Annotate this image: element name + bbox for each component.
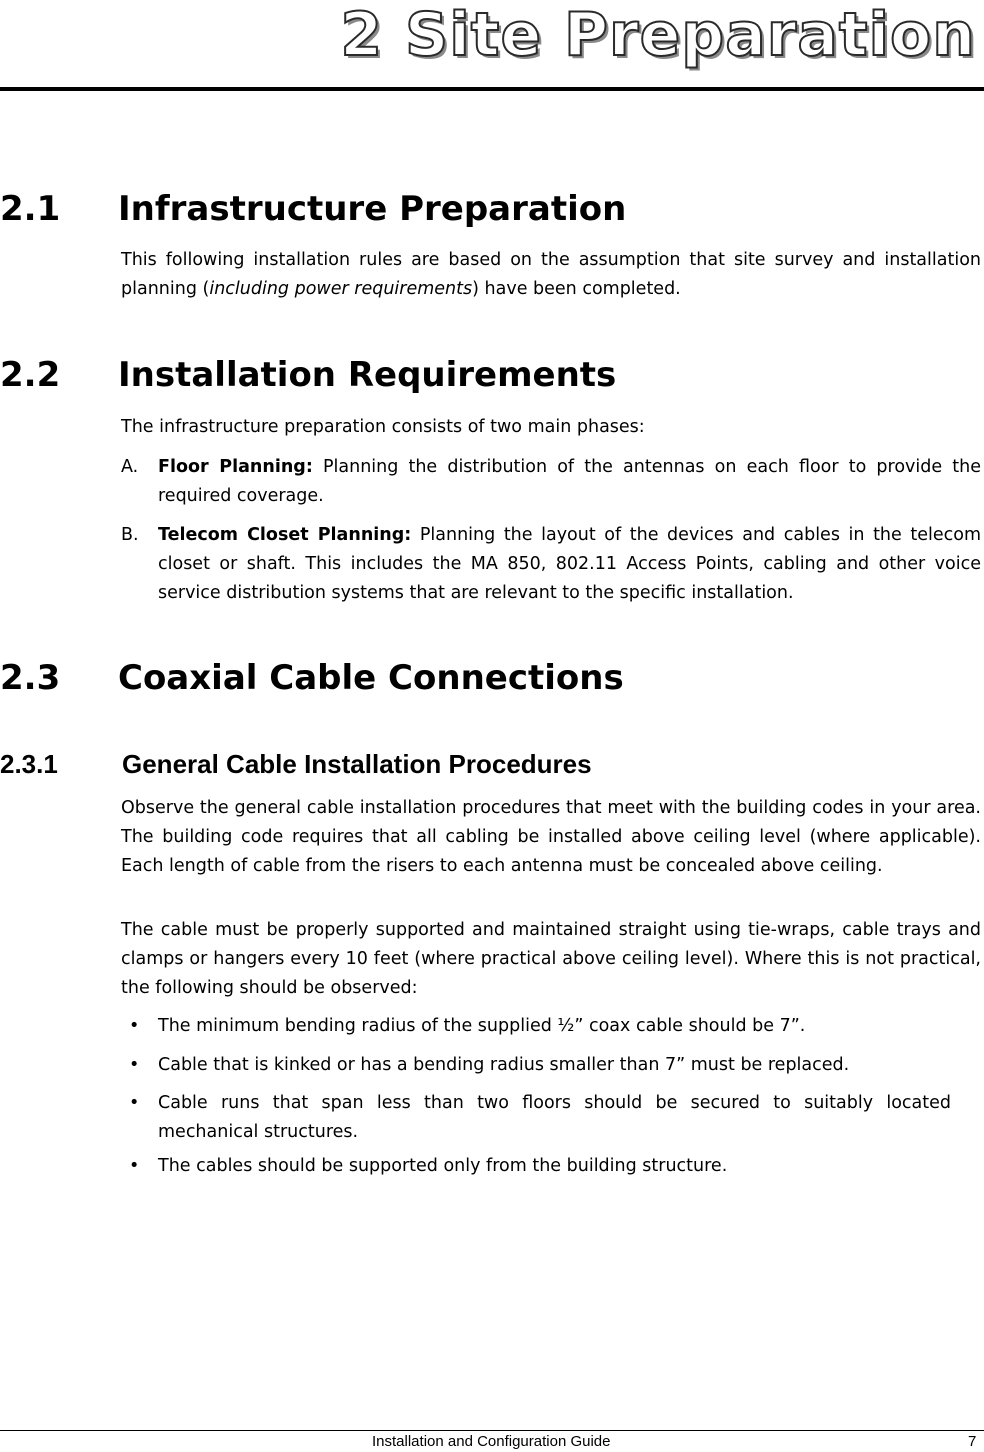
bullet-symbol: • <box>129 1156 140 1176</box>
requirements-intro: The infrastructure preparation consists of two main phases: <box>121 417 645 437</box>
paragraph-text: This following installation rules are based on the assumption that site survey and installation planning ( <box>121 250 981 299</box>
list-text: Planning the distribution of the antennas on each floor to provide the required coverage. <box>158 457 981 506</box>
paragraph-emphasis: including power requirements <box>209 279 473 299</box>
bullet-symbol: • <box>129 1093 140 1113</box>
page-number: 7 <box>968 1433 977 1450</box>
list-term: Telecom Closet Planning: <box>158 525 412 545</box>
section-number: 2.1 <box>0 189 61 229</box>
cable-procedures-paragraph: Observe the general cable installation procedures that meet with the building codes in your area. The building code requires that all cabling be installed above ceiling level (where applicable). Each length of cable from the risers to each antenna must be concealed above ceiling. <box>121 798 981 876</box>
infrastructure-paragraph <box>121 246 981 304</box>
section-heading-2-3 <box>0 658 624 698</box>
bullet-text: Cable runs that span less than two floors should be secured to suitably located mechanical structures. <box>158 1093 951 1142</box>
section-heading-2-2 <box>0 355 616 395</box>
list-item-telecom-closet <box>121 521 981 608</box>
bullet-text: Cable that is kinked or has a bending radius smaller than 7” must be replaced. <box>158 1055 850 1075</box>
bullet-text: The minimum bending radius of the supplied ½” coax cable should be 7”. <box>158 1016 806 1036</box>
subsection-heading-2-3-1 <box>0 748 592 780</box>
chapter-title: 2 Site Preparation <box>340 0 976 70</box>
list-item-floor-planning <box>121 453 981 511</box>
chapter-title-rule <box>0 87 984 91</box>
footer-title: Installation and Configuration Guide <box>372 1433 611 1450</box>
bullet-text: The cables should be supported only from the building structure. <box>158 1156 728 1176</box>
paragraph-text: ) have been completed. <box>472 279 681 299</box>
section-heading-2-1 <box>0 189 626 229</box>
list-term: Floor Planning: <box>158 457 313 477</box>
section-title: Installation Requirements <box>118 355 617 395</box>
cable-support-paragraph: The cable must be properly supported and maintained straight using tie-wraps, cable trays and clamps or hangers every 10 feet (where practical above ceiling level). Where this is not practical, the following should be observed: <box>121 920 981 998</box>
bullet-item <box>121 1152 951 1181</box>
subsection-title: General Cable Installation Procedures <box>122 749 592 779</box>
bullet-symbol: • <box>129 1016 140 1036</box>
list-marker: A. <box>121 457 139 477</box>
footer-rule <box>0 1430 984 1431</box>
bullet-item <box>121 1089 951 1147</box>
bullet-symbol: • <box>129 1055 140 1075</box>
subsection-number: 2.3.1 <box>0 749 58 779</box>
list-marker: B. <box>121 525 139 545</box>
section-title: Infrastructure Preparation <box>118 189 627 229</box>
section-title: Coaxial Cable Connections <box>118 658 624 698</box>
bullet-item <box>121 1012 951 1041</box>
section-number: 2.3 <box>0 658 61 698</box>
bullet-item <box>121 1051 951 1080</box>
list-text: Planning the layout of the devices and cables in the telecom closet or shaft. This includes the MA 850, 802.11 Access Points, cabling and other voice service distribution systems that are relevant to the specific installation. <box>158 525 982 603</box>
section-number: 2.2 <box>0 355 61 395</box>
